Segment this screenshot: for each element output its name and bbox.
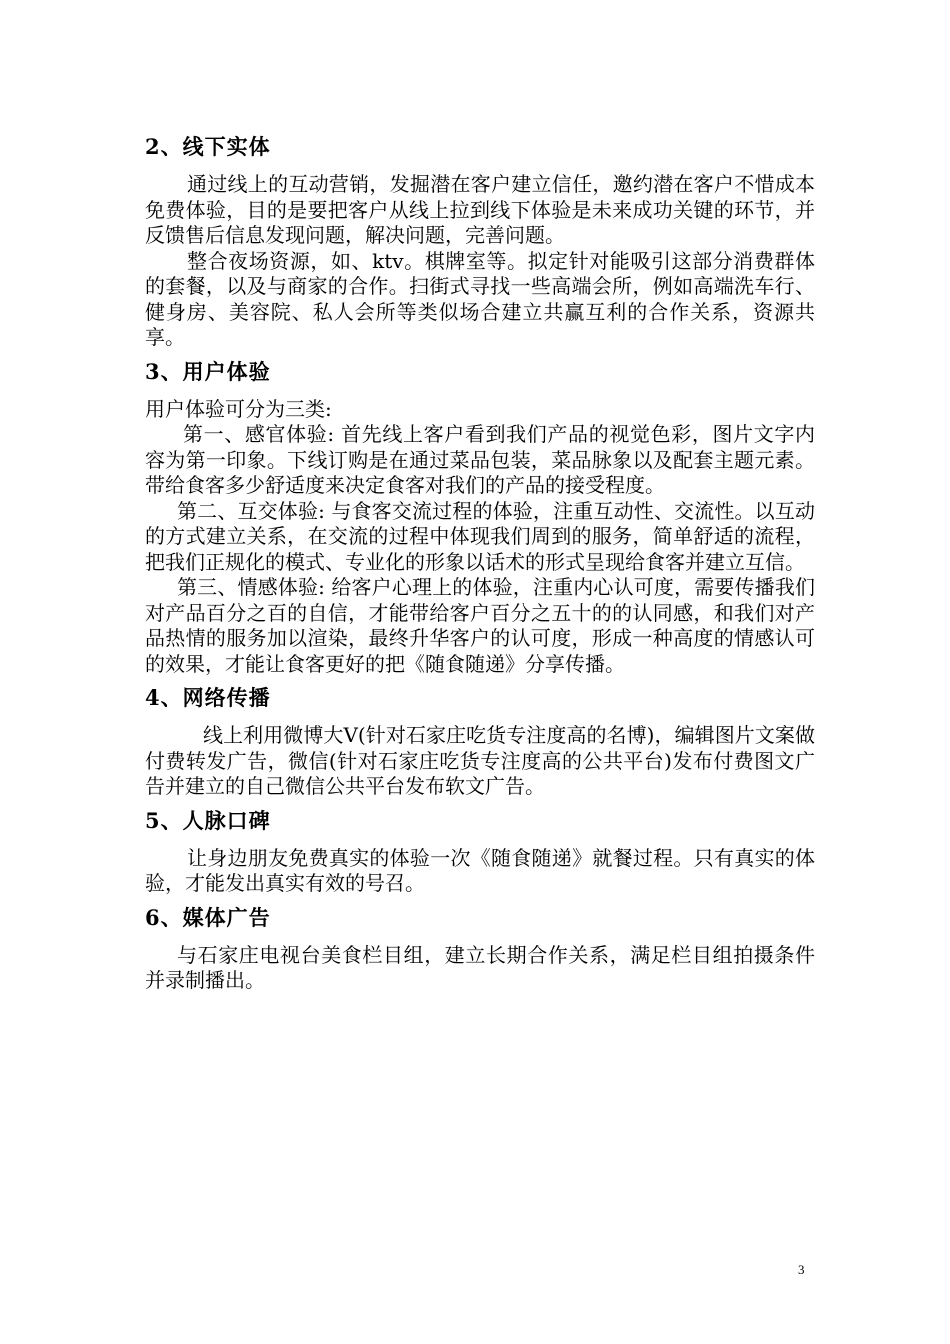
- section-intro: 用户体验可分为三类:: [145, 396, 332, 421]
- paragraph: 通过线上的互动营销，发掘潜在客户建立信任，邀约潜在客户不惜成本免费体验，目的是要把客户从线上拉到线下体验是未来成功关键的环节，并反馈售后信息发现问题，解决问题，完善问题。: [145, 172, 815, 247]
- document-body: [145, 132, 815, 994]
- section-heading: 6、媒体广告: [145, 904, 271, 930]
- page-number: 3: [798, 1262, 805, 1277]
- section-heading: 5、人脉口碑: [145, 807, 271, 833]
- section-heading: 2、线下实体: [145, 134, 271, 159]
- section-heading: 4、网络传播: [145, 685, 271, 710]
- paragraph: 第一、感官体验: 首先线上客户看到我们产品的视觉色彩，图片文字内容为第一印象。下线订购是在通过菜品包装，菜品脉象以及配套主题元素。带给食客多少舒适度来决定食客对我们的产品的接受程度。: [145, 422, 815, 497]
- paragraph: 线上利用微博大V(针对石家庄吃货专注度高的名博)，编辑图片文案做付费转发广告，微信(针对石家庄吃货专注度高的公共平台)发布付费图文广告并建立的自己微信公共平台发布软文广告。: [145, 723, 815, 798]
- section-heading: 3、用户体验: [145, 358, 271, 384]
- paragraph: 第二、互交体验: 与食客交流过程的体验，注重互动性、交流性。以互动的方式建立关系，在交流的过程中体现我们周到的服务，简单舒适的流程，把我们正规化的模式、专业化的形象以话术的形式呈现给食客并建立互信。: [145, 498, 815, 574]
- paragraph: 与石家庄电视台美食栏目组，建立长期合作关系，满足栏目组拍摄条件并录制播出。: [145, 942, 815, 992]
- paragraph: 第三、情感体验: 给客户心理上的体验，注重内心认可度，需要传播我们对产品百分之百的自信，才能带给客户百分之五十的的认同感，和我们对产品热情的服务加以渲染，最终升华客户的认可度，形成一种高度的情感认可的效果，才能让食客更好的把《随食随递》分享传播。: [145, 575, 815, 676]
- paragraph: 整合夜场资源，如、ktv。棋牌室等。拟定针对能吸引这部分消费群体的套餐，以及与商家的合作。扫街式寻找一些高端会所，例如高端洗车行、健身房、美容院、私人会所等类似场合建立共赢互利的合作关系，资源共享。: [145, 248, 815, 349]
- paragraph: 让身边朋友免费真实的体验一次《随食随递》就餐过程。只有真实的体验，才能发出真实有效的号召。: [145, 845, 815, 895]
